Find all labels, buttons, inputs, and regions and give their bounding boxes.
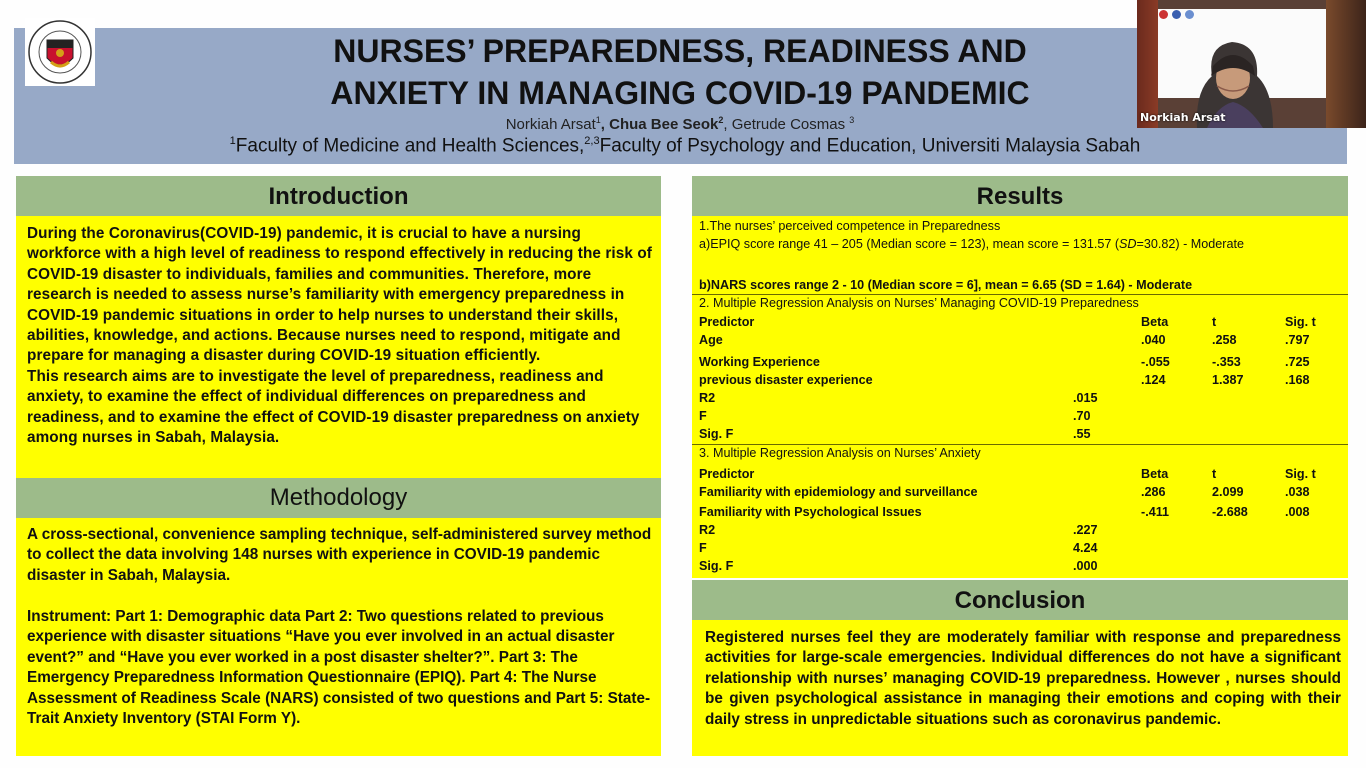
affiliation-1-marker: 1 xyxy=(229,135,236,147)
s3-header-t: t xyxy=(1212,467,1217,481)
s3-header-predictor: Predictor xyxy=(699,467,755,481)
s2-row-sig: .725 xyxy=(1285,355,1310,369)
university-crest-icon xyxy=(25,18,95,86)
author-1: Norkiah Arsat xyxy=(505,116,596,133)
s2-row-predictor: Age xyxy=(699,333,723,347)
logo-dot-icon xyxy=(1159,10,1168,19)
author-2: Chua Bee Seok xyxy=(609,116,719,133)
participant-name: Norkiah Arsat xyxy=(1140,111,1226,124)
s2-stat-label: Sig. F xyxy=(699,427,734,441)
introduction-paragraph-1: During the Coronavirus(COVID-19) pandemic, it is crucial to have a nursing workforce with a high level of readiness to respond effectively in reducing the risk of COVID-19 disaster to individuals, families and communities. Therefore, more research is needed to assess nurse’s familiarity with emergency preparedness in COVID-19 pandemic situations in order to help nurses to understand their skills, abilities, knowledge, and actions. Because nurses need to respond, mitigate and prepare for managing a disaster during COVID-19 situation efficiently. xyxy=(27,225,652,365)
s3-row-sig: .008 xyxy=(1285,505,1310,519)
backdrop-logos xyxy=(1159,10,1194,19)
epiq-score-sd: =30.82) - Moderate xyxy=(1136,237,1244,251)
s2-row-beta: -.055 xyxy=(1141,355,1170,369)
s3-row-sig: .038 xyxy=(1285,485,1310,499)
s2-header-beta: Beta xyxy=(1141,315,1169,329)
s2-row-beta: .040 xyxy=(1141,333,1166,347)
introduction-text xyxy=(27,224,653,448)
epiq-score-text: a)EPIQ score range 41 – 205 (Median score = 123), mean score = 131.57 ( xyxy=(699,237,1120,251)
logo-dot-icon xyxy=(1185,10,1194,19)
s2-row-t: 1.387 xyxy=(1212,373,1244,387)
s3-stat-label: R2 xyxy=(699,523,716,537)
author-2-affil: 2 xyxy=(718,115,724,125)
s3-stat-value: .227 xyxy=(1073,523,1098,537)
author-3: Getrude Cosmas xyxy=(731,116,846,133)
s2-stat-value: .015 xyxy=(1073,391,1098,405)
s2-row-t: -.353 xyxy=(1212,355,1241,369)
s3-row-t: 2.099 xyxy=(1212,485,1244,499)
methodology-paragraph-1: A cross-sectional, convenience sampling technique, self-administered survey method to collect the data involving 148 nurses with experience in COVID-19 pandemic disaster in Sabah, Malaysia. xyxy=(27,526,652,584)
s3-stat-label: Sig. F xyxy=(699,559,734,573)
poster-title-line2: ANXIETY IN MANAGING COVID-19 PANDEMIC xyxy=(330,75,1030,111)
s3-row-t: -2.688 xyxy=(1212,505,1248,519)
methodology-paragraph-2: Instrument: Part 1: Demographic data Part 2: Two questions related to previous experience with disaster situations “Have you ever involved in an actual disaster event?” and “Have you ever worked in a post disaster shelter?”. Part 3: The Emergency Preparedness Information Questionnaire (EPIQ). Part 4: The Nurse Assessment of Readiness Scale (NARS) consisted of two questions and Part 5: State-Trait Anxiety Inventory (STAI Form Y). xyxy=(27,608,651,728)
affiliation-2-marker: 2,3 xyxy=(584,135,600,147)
epiq-score-line xyxy=(699,237,1244,251)
s2-stat-value: .70 xyxy=(1073,409,1091,423)
results-section-1-title: 1.The nurses’ perceived competence in Preparedness xyxy=(699,219,1001,233)
video-background xyxy=(1137,0,1158,128)
s3-row-predictor: Familiarity with epidemiology and surveillance xyxy=(699,485,978,499)
s3-row-predictor: Familiarity with Psychological Issues xyxy=(699,505,922,519)
s3-header-sig: Sig. t xyxy=(1285,467,1316,481)
s2-header-t: t xyxy=(1212,315,1217,329)
affiliation-1: Faculty of Medicine and Health Sciences, xyxy=(235,135,585,157)
s3-row-beta: -.411 xyxy=(1141,505,1170,519)
s2-row-sig: .168 xyxy=(1285,373,1310,387)
s3-stat-label: F xyxy=(699,541,707,555)
poster-title xyxy=(150,30,1210,114)
s3-stat-value: .000 xyxy=(1073,559,1098,573)
s3-row-beta: .286 xyxy=(1141,485,1166,499)
results-panel xyxy=(692,216,1348,578)
results-divider xyxy=(692,294,1348,295)
s3-stat-value: 4.24 xyxy=(1073,541,1098,555)
author-list: Norkiah Arsat$^1$, Chua Bee Seok$^2$, Getrude Cosmas $^3$ xyxy=(505,115,855,133)
video-background-right xyxy=(1326,0,1366,128)
introduction-paragraph-2: This research aims are to investigate the level of preparedness, readiness and anxiety, to examine the effect of individual differences on preparedness and readiness, and to examine the effect of COVID-19 disaster preparedness on anxiety among nurses in Sabah, Malaysia. xyxy=(27,367,640,447)
methodology-heading: Methodology xyxy=(16,478,661,518)
s2-row-beta: .124 xyxy=(1141,373,1166,387)
poster-title-line1: NURSES’ PREPAREDNESS, READINESS AND xyxy=(333,33,1027,69)
s2-row-predictor: Working Experience xyxy=(699,355,820,369)
affiliation-2: Faculty of Psychology and Education, Universiti Malaysia Sabah xyxy=(599,135,1141,157)
s2-stat-label: R2 xyxy=(699,391,716,405)
s2-header-sig: Sig. t xyxy=(1285,315,1316,329)
epiq-sd-label: SD xyxy=(1119,237,1137,251)
s3-header-beta: Beta xyxy=(1141,467,1169,481)
s2-row-sig: .797 xyxy=(1285,333,1310,347)
conclusion-heading: Conclusion xyxy=(692,580,1348,620)
results-section-2-title: 2. Multiple Regression Analysis on Nurses’ Managing COVID-19 Preparedness xyxy=(699,296,1139,310)
conclusion-text: Registered nurses feel they are moderately familiar with response and preparedness activities for large-scale emergencies. Individual differences do not have a significant relationship with nurses’ managing COVID-19 preparedness. However , nurses should be given psychological assistance in managing their emotions and coping with their daily stress in unpredictable situations such as coronavirus pandemic. xyxy=(705,629,1341,728)
university-logo xyxy=(25,18,95,86)
results-section-3-title: 3. Multiple Regression Analysis on Nurses’ Anxiety xyxy=(699,446,981,460)
nars-score-line: b)NARS scores range 2 - 10 (Median score = 6], mean = 6.65 (SD = 1.64) - Moderate xyxy=(699,278,1193,292)
s2-row-t: .258 xyxy=(1212,333,1237,347)
results-divider xyxy=(692,444,1348,445)
results-heading: Results xyxy=(692,176,1348,216)
affiliations xyxy=(40,135,1330,157)
s2-stat-value: .55 xyxy=(1073,427,1091,441)
author-3-affil: 3 xyxy=(849,115,855,125)
s2-stat-label: F xyxy=(699,409,707,423)
s2-row-predictor: previous disaster experience xyxy=(699,373,873,387)
author-1-affil: 1 xyxy=(595,115,601,125)
s2-header-predictor: Predictor xyxy=(699,315,755,329)
introduction-heading: Introduction xyxy=(16,176,661,216)
logo-dot-icon xyxy=(1172,10,1181,19)
participant-video-tile[interactable] xyxy=(1137,0,1366,128)
